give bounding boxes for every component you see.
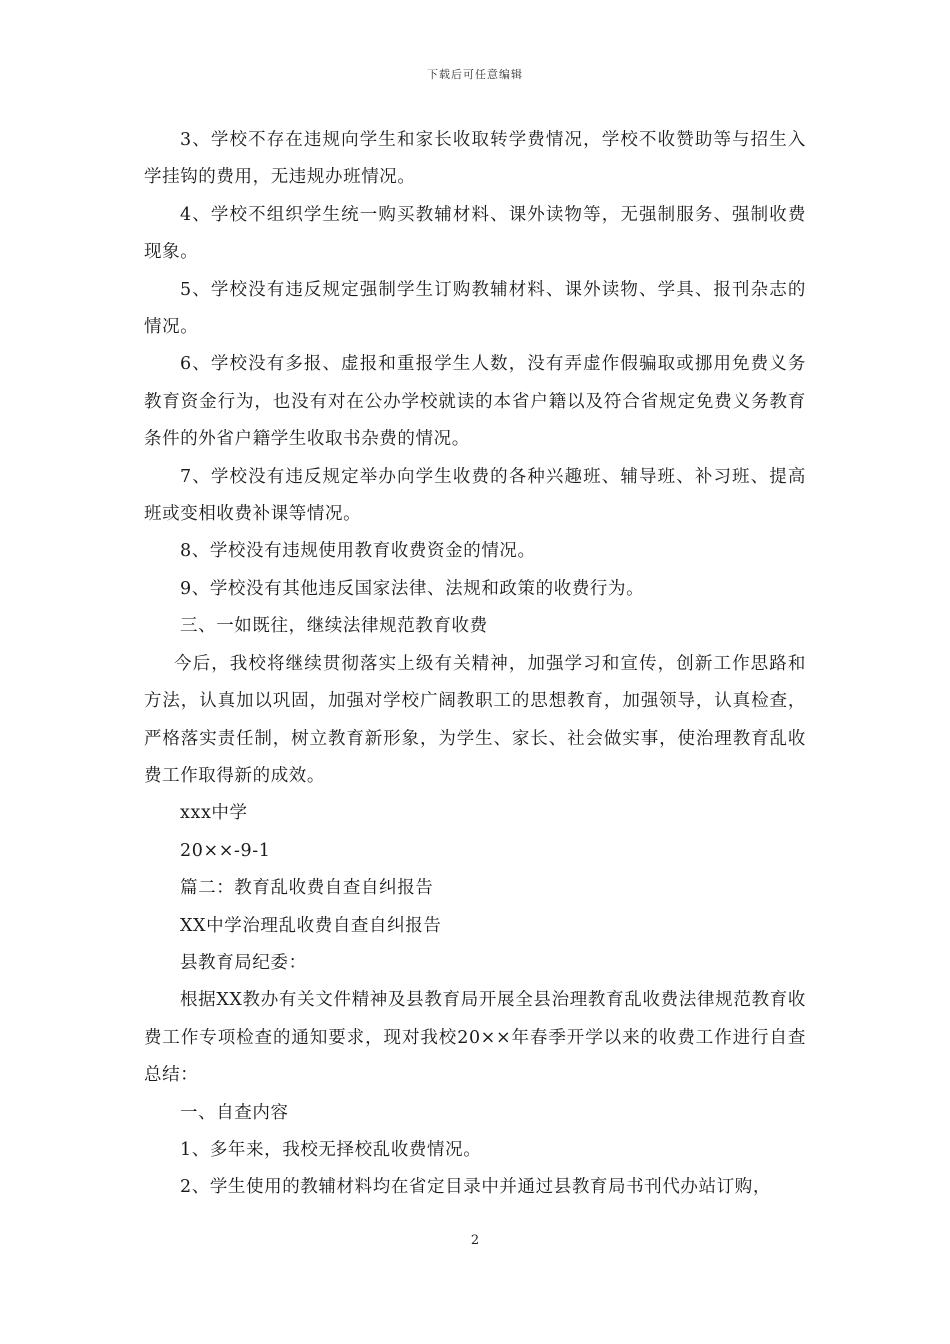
- report-title: XX中学治理乱收费自查自纠报告: [180, 915, 442, 936]
- paragraph-item-7: 7、学校没有违反规定举办向学生收费的各种兴趣班、辅导班、补习班、提高班或变相收费补课等情况。: [144, 466, 806, 525]
- check-item-1: 1、多年来，我校无择校乱收费情况。: [180, 1139, 482, 1160]
- paragraph-item-3: 3、学校不存在违规向学生和家长收取转学费情况，学校不收赞助等与招生入学挂钩的费用，无违规办班情况。: [144, 130, 806, 188]
- report-addressee: 县教育局纪委：: [180, 952, 307, 973]
- signature-school: xxx中学: [180, 803, 248, 824]
- document-body: [144, 122, 806, 1207]
- paragraph-item-8: 8、学校没有违规使用教育收费资金的情况。: [180, 541, 536, 562]
- paragraph-conclusion: 今后，我校将继续贯彻落实上级有关精神，加强学习和宣传，创新工作思路和方法，认真加以巩固，加强对学校广阔教职工的思想教育，加强领导，认真检查，严格落实责任制，树立教育新形象，为学生、家长、社会做实事，使治理教育乱收费工作取得新的成效。: [144, 653, 806, 786]
- paragraph-item-4: 4、学校不组织学生统一购买教辅材料、课外读物等，无强制服务、强制收费现象。: [144, 204, 806, 263]
- report-intro: 根据XX教办有关文件精神及县教育局开展全县治理教育乱收费法律规范教育收费工作专项检查的通知要求，现对我校20××年春季开学以来的收费工作进行自查总结：: [144, 990, 806, 1086]
- section-heading-3: 三、一如既往，继续法律规范教育收费: [180, 616, 488, 637]
- paragraph-item-9: 9、学校没有其他违反国家法律、法规和政策的收费行为。: [180, 578, 645, 599]
- paragraph-item-6: 6、学校没有多报、虚报和重报学生人数，没有弄虚作假骗取或挪用免费义务教育资金行为，也没有对在公办学校就读的本省户籍以及符合省规定免费义务教育条件的外省户籍学生收取书杂费的情况。: [144, 354, 806, 450]
- check-item-2: 2、学生使用的教辅材料均在省定目录中并通过县教育局书刊代办站订购，: [180, 1177, 771, 1198]
- chapter-title: 篇二：教育乱收费自查自纠报告: [180, 878, 434, 899]
- section-heading-1: 一、自查内容: [180, 1102, 289, 1123]
- signature-date: 20××-9-1: [180, 840, 271, 861]
- paragraph-item-5: 5、学校没有违反规定强制学生订购教辅材料、课外读物、学具、报刊杂志的情况。: [144, 279, 806, 338]
- header-note: 下载后可任意编辑: [427, 68, 523, 81]
- page-number: 2: [470, 1233, 480, 1248]
